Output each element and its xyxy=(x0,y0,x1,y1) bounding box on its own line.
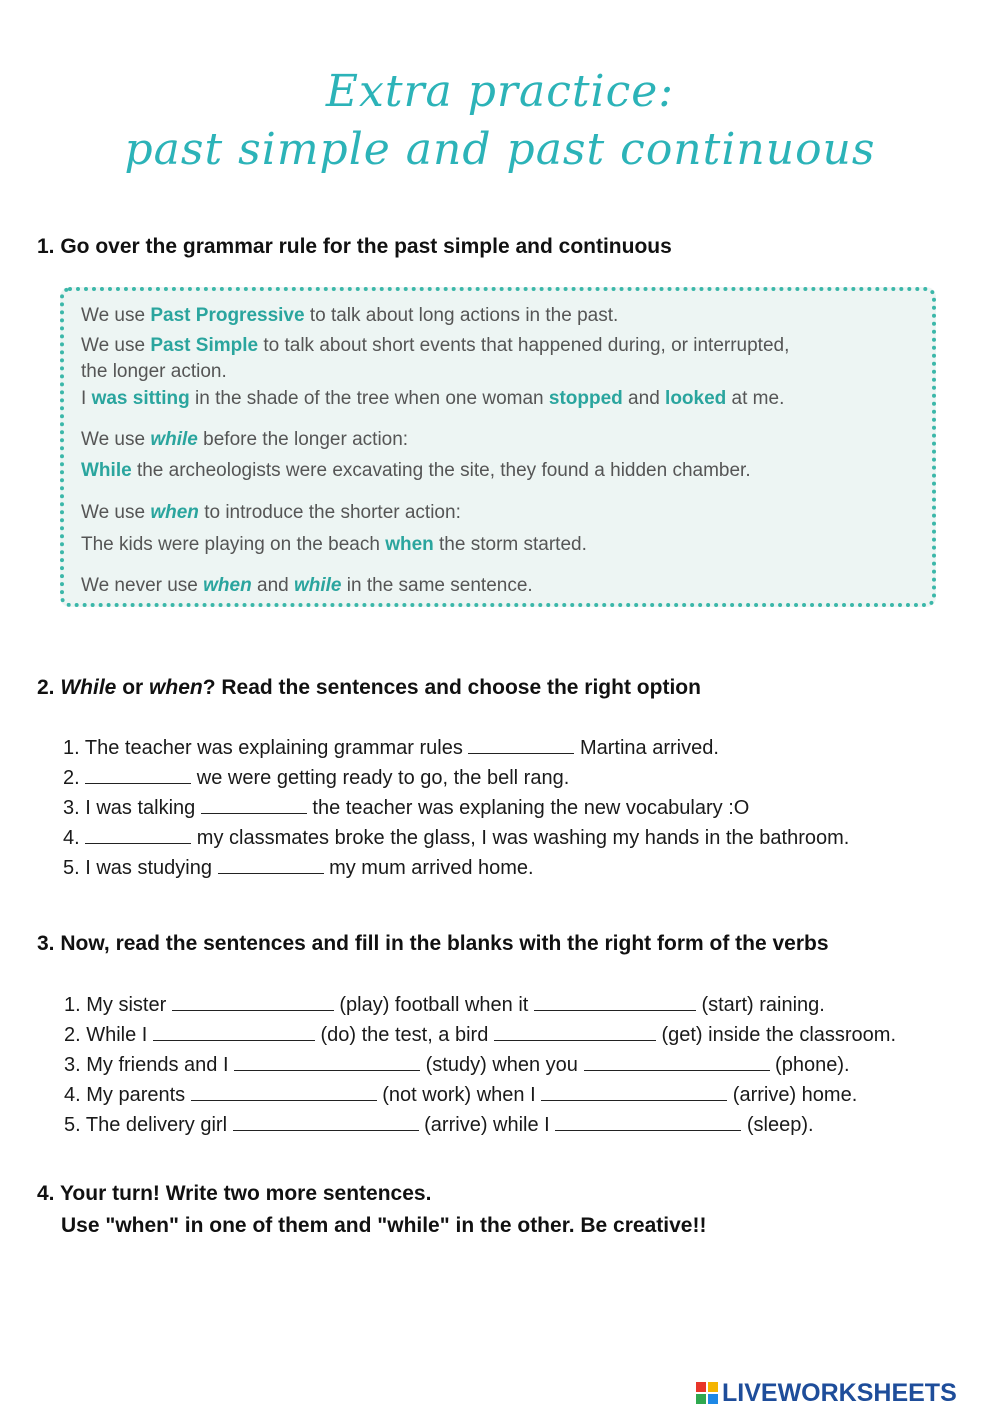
rule-line-7: We use when to introduce the shorter action: xyxy=(81,502,461,523)
verb-blank[interactable] xyxy=(555,1112,741,1131)
verb-blank[interactable] xyxy=(172,992,334,1011)
section3-item-1: 1. My sister (play) football when it (start) raining. xyxy=(64,994,825,1016)
section3-item-3: 3. My friends and I (study) when you (phone). xyxy=(64,1054,850,1076)
section3-heading: 3. Now, read the sentences and fill in the blanks with the right form of the verbs xyxy=(37,932,829,955)
answer-blank[interactable] xyxy=(218,855,324,874)
rule-line-3: the longer action. xyxy=(81,361,227,382)
logo-mark-icon xyxy=(696,1382,718,1404)
verb-blank[interactable] xyxy=(191,1082,377,1101)
section3-item-4: 4. My parents (not work) when I (arrive) home. xyxy=(64,1084,858,1106)
answer-blank[interactable] xyxy=(85,765,191,784)
rule-line-9: We never use when and while in the same sentence. xyxy=(81,575,533,596)
verb-blank[interactable] xyxy=(494,1022,656,1041)
verb-blank[interactable] xyxy=(153,1022,315,1041)
title-line-2: past simple and past continuous xyxy=(124,124,876,175)
verb-blank[interactable] xyxy=(534,992,696,1011)
section4-instruction: Use "when" in one of them and "while" in the other. Be creative!! xyxy=(61,1214,707,1237)
verb-blank[interactable] xyxy=(234,1052,420,1071)
logo-square-w xyxy=(708,1382,718,1392)
logo-square-s xyxy=(708,1394,718,1404)
section2-item-2: 2. we were getting ready to go, the bell rang. xyxy=(63,767,570,789)
rule-line-2: We use Past Simple to talk about short events that happened during, or interrupted, xyxy=(81,335,790,356)
rule-line-6: While the archeologists were excavating the site, they found a hidden chamber. xyxy=(81,460,751,481)
rule-line-5: We use while before the longer action: xyxy=(81,429,409,450)
rule-line-8: The kids were playing on the beach when the storm started. xyxy=(81,534,587,555)
verb-blank[interactable] xyxy=(541,1082,727,1101)
section2-item-3: 3. I was talking the teacher was explaning the new vocabulary :O xyxy=(63,797,750,819)
verb-blank[interactable] xyxy=(584,1052,770,1071)
title-line-1: Extra practice: xyxy=(325,66,675,117)
logo-text: LIVEWORKSHEETS xyxy=(722,1378,957,1407)
section2-item-1: 1. The teacher was explaining grammar rules Martina arrived. xyxy=(63,737,719,759)
logo-square-v xyxy=(696,1394,706,1404)
liveworksheets-logo xyxy=(696,1378,957,1408)
section2-item-4: 4. my classmates broke the glass, I was washing my hands in the bathroom. xyxy=(63,827,850,849)
rule-line-4: I was sitting in the shade of the tree when one woman stopped and looked at me. xyxy=(81,388,785,409)
section2-item-5: 5. I was studying my mum arrived home. xyxy=(63,857,534,879)
section3-item-5: 5. The delivery girl (arrive) while I (sleep). xyxy=(64,1114,814,1136)
section4-heading: 4. Your turn! Write two more sentences. xyxy=(37,1182,432,1205)
answer-blank[interactable] xyxy=(85,825,191,844)
answer-blank[interactable] xyxy=(468,735,574,754)
section2-heading: 2. While or when? Read the sentences and choose the right option xyxy=(37,676,701,699)
section3-item-2: 2. While I (do) the test, a bird (get) inside the classroom. xyxy=(64,1024,897,1046)
logo-square-l xyxy=(696,1382,706,1392)
rule-line-1: We use Past Progressive to talk about long actions in the past. xyxy=(81,305,619,326)
verb-blank[interactable] xyxy=(233,1112,419,1131)
grammar-rule-box xyxy=(60,287,936,607)
section1-heading: 1. Go over the grammar rule for the past simple and continuous xyxy=(37,235,672,258)
answer-blank[interactable] xyxy=(201,795,307,814)
